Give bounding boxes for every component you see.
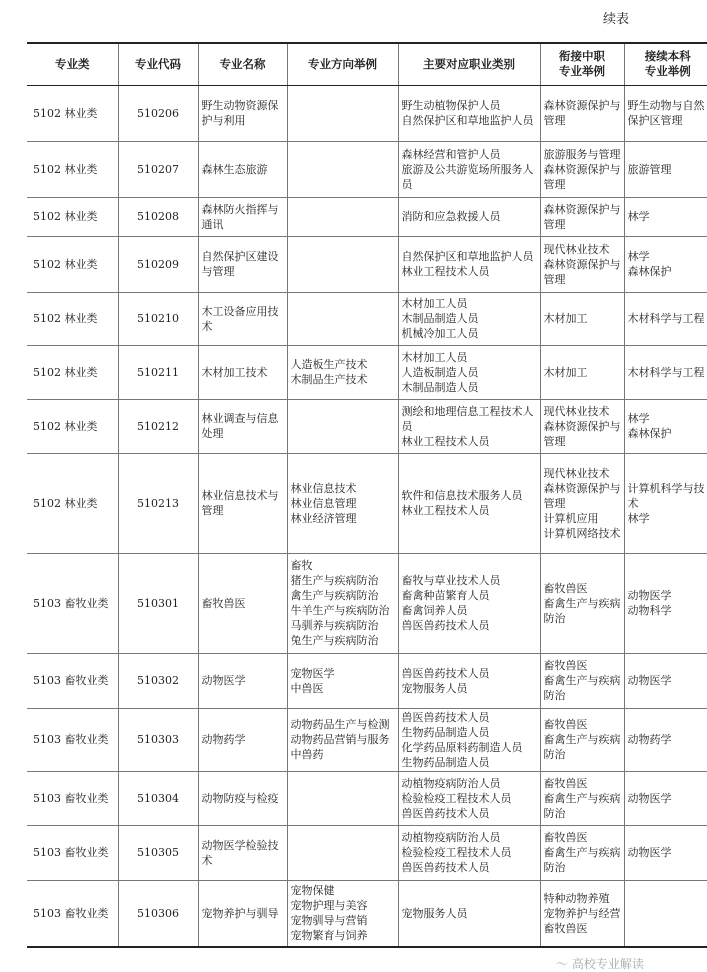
category-cell: 5102 林业类 <box>27 236 118 292</box>
jobs-item: 测绘和地理信息工程技术人员 <box>402 404 537 434</box>
header-name: 专业名称 <box>198 43 287 85</box>
secondary-item: 森林资源保护与管理 <box>544 162 621 192</box>
undergrad-cell <box>624 399 707 453</box>
direction-item: 禽生产与疾病防治 <box>291 588 395 603</box>
program-name-cell: 木材加工技术 <box>198 345 287 399</box>
direction-cell <box>287 708 398 771</box>
direction-item: 兔生产与疾病防治 <box>291 633 395 648</box>
header-line: 专业举例 <box>627 64 707 79</box>
category-cell: 5102 林业类 <box>27 453 118 553</box>
program-name-cell: 宠物养护与驯导 <box>198 880 287 947</box>
undergrad-item: 林学 <box>628 411 707 426</box>
program-name-cell: 自然保护区建设与管理 <box>198 236 287 292</box>
table-row <box>27 345 707 399</box>
undergrad-item: 林学 <box>628 209 707 224</box>
secondary-item: 森林资源保护与管理 <box>544 202 621 232</box>
secondary-item: 森林资源保护与管理 <box>544 98 621 128</box>
program-name-cell: 动物医学检验技术 <box>198 825 287 880</box>
continued-label: 续表 <box>603 8 629 27</box>
secondary-item: 畜禽生产与疾病防治 <box>544 791 621 821</box>
header-line: 衔接中职 <box>543 49 622 64</box>
secondary-item: 特种动物养殖 <box>544 891 621 906</box>
jobs-item: 兽医兽药技术人员 <box>402 666 537 681</box>
code-cell: 510210 <box>118 292 198 345</box>
jobs-item: 旅游及公共游览场所服务人员 <box>402 162 537 192</box>
jobs-item: 机械冷加工人员 <box>402 326 537 341</box>
direction-item: 林业信息技术 <box>291 481 395 496</box>
secondary-cell <box>540 141 624 197</box>
direction-cell <box>287 141 398 197</box>
direction-cell <box>287 85 398 141</box>
jobs-item: 化学药品原料药制造人员 <box>402 740 537 755</box>
jobs-item: 木制品制造人员 <box>402 311 537 326</box>
category-cell: 5102 林业类 <box>27 292 118 345</box>
jobs-item: 林业工程技术人员 <box>402 503 537 518</box>
code-cell: 510302 <box>118 653 198 708</box>
undergrad-item: 动物药学 <box>628 732 707 747</box>
jobs-item: 林业工程技术人员 <box>402 434 537 449</box>
undergrad-cell <box>624 197 707 236</box>
jobs-item: 检验检疫工程技术人员 <box>402 845 537 860</box>
secondary-item: 畜禽生产与疾病防治 <box>544 673 621 703</box>
direction-item: 宠物繁育与饲养 <box>291 928 395 943</box>
undergrad-item: 动物医学 <box>628 588 707 603</box>
direction-item: 宠物保健 <box>291 883 395 898</box>
category-cell: 5102 林业类 <box>27 141 118 197</box>
undergrad-cell <box>624 141 707 197</box>
table-row <box>27 825 707 880</box>
direction-item: 动物药品营销与服务 <box>291 732 395 747</box>
secondary-cell <box>540 453 624 553</box>
jobs-item: 自然保护区和草地监护人员 <box>402 113 537 128</box>
jobs-item: 消防和应急救援人员 <box>402 209 537 224</box>
undergrad-item: 动物医学 <box>628 673 707 688</box>
code-cell: 510304 <box>118 771 198 825</box>
jobs-cell <box>398 553 540 653</box>
undergrad-cell <box>624 453 707 553</box>
undergrad-cell <box>624 85 707 141</box>
code-cell: 510211 <box>118 345 198 399</box>
table-row <box>27 771 707 825</box>
header-undergrad <box>624 43 707 85</box>
jobs-cell <box>398 453 540 553</box>
table-row <box>27 553 707 653</box>
table-row <box>27 708 707 771</box>
header-line: 接续本科 <box>627 49 707 64</box>
jobs-item: 兽医兽药技术人员 <box>402 618 537 633</box>
direction-cell <box>287 880 398 947</box>
jobs-item: 木制品制造人员 <box>402 380 537 395</box>
direction-item: 中兽医 <box>291 681 395 696</box>
secondary-cell <box>540 399 624 453</box>
table-row <box>27 453 707 553</box>
secondary-item: 森林资源保护与管理 <box>544 481 621 511</box>
code-cell: 510306 <box>118 880 198 947</box>
direction-cell <box>287 825 398 880</box>
jobs-item: 兽医兽药技术人员 <box>402 860 537 875</box>
code-cell: 510207 <box>118 141 198 197</box>
header-category: 专业类 <box>27 43 118 85</box>
jobs-item: 自然保护区和草地监护人员 <box>402 249 537 264</box>
category-cell: 5102 林业类 <box>27 197 118 236</box>
undergrad-cell <box>624 825 707 880</box>
jobs-cell <box>398 771 540 825</box>
secondary-item: 森林资源保护与管理 <box>544 257 621 287</box>
program-name-cell: 动物药学 <box>198 708 287 771</box>
secondary-item: 畜禽生产与疾病防治 <box>544 596 621 626</box>
direction-item: 畜牧 <box>291 558 395 573</box>
jobs-item: 畜牧与草业技术人员 <box>402 573 537 588</box>
jobs-cell <box>398 197 540 236</box>
jobs-item: 畜禽种苗繁育人员 <box>402 588 537 603</box>
jobs-cell <box>398 292 540 345</box>
undergrad-cell <box>624 880 707 947</box>
undergrad-cell <box>624 771 707 825</box>
jobs-cell <box>398 141 540 197</box>
direction-item: 猪生产与疾病防治 <box>291 573 395 588</box>
code-cell: 510305 <box>118 825 198 880</box>
jobs-item: 畜禽饲养人员 <box>402 603 537 618</box>
direction-cell <box>287 292 398 345</box>
jobs-cell <box>398 880 540 947</box>
jobs-item: 森林经营和管护人员 <box>402 147 537 162</box>
category-cell: 5103 畜牧业类 <box>27 825 118 880</box>
direction-item: 宠物医学 <box>291 666 395 681</box>
jobs-cell <box>398 236 540 292</box>
secondary-item: 畜牧兽医 <box>544 921 621 936</box>
undergrad-cell <box>624 345 707 399</box>
secondary-item: 畜牧兽医 <box>544 830 621 845</box>
program-name-cell: 森林防火指挥与通讯 <box>198 197 287 236</box>
undergrad-item: 木材科学与工程 <box>628 311 707 326</box>
jobs-item: 人造板制造人员 <box>402 365 537 380</box>
direction-cell <box>287 453 398 553</box>
secondary-item: 畜牧兽医 <box>544 581 621 596</box>
jobs-cell <box>398 825 540 880</box>
table-row <box>27 880 707 947</box>
direction-item: 木制品生产技术 <box>291 372 395 387</box>
program-table <box>27 42 707 948</box>
table-row <box>27 653 707 708</box>
watermark: 〜 高校专业解读 <box>556 955 644 972</box>
direction-cell <box>287 345 398 399</box>
code-cell: 510212 <box>118 399 198 453</box>
category-cell: 5102 林业类 <box>27 85 118 141</box>
jobs-item: 兽医兽药技术人员 <box>402 806 537 821</box>
direction-item: 林业信息管理 <box>291 496 395 511</box>
secondary-item: 森林资源保护与管理 <box>544 419 621 449</box>
table-row <box>27 85 707 141</box>
code-cell: 510301 <box>118 553 198 653</box>
jobs-cell <box>398 345 540 399</box>
secondary-item: 计算机网络技术 <box>544 526 621 541</box>
undergrad-item: 计算机科学与技术 <box>628 481 707 511</box>
program-name-cell: 野生动物资源保护与利用 <box>198 85 287 141</box>
category-cell: 5103 畜牧业类 <box>27 708 118 771</box>
direction-item: 马驯养与疾病防治 <box>291 618 395 633</box>
direction-cell <box>287 553 398 653</box>
jobs-cell <box>398 399 540 453</box>
program-name-cell: 畜牧兽医 <box>198 553 287 653</box>
header-row <box>27 43 707 85</box>
code-cell: 510206 <box>118 85 198 141</box>
secondary-cell <box>540 825 624 880</box>
direction-item: 牛羊生产与疾病防治 <box>291 603 395 618</box>
direction-item: 宠物驯导与营销 <box>291 913 395 928</box>
jobs-cell <box>398 85 540 141</box>
jobs-item: 软件和信息技术服务人员 <box>402 488 537 503</box>
undergrad-item: 动物医学 <box>628 845 707 860</box>
jobs-item: 林业工程技术人员 <box>402 264 537 279</box>
direction-item: 林业经济管理 <box>291 511 395 526</box>
undergrad-cell <box>624 553 707 653</box>
secondary-cell <box>540 653 624 708</box>
undergrad-cell <box>624 653 707 708</box>
jobs-item: 生物药品制造人员 <box>402 755 537 770</box>
undergrad-item: 旅游管理 <box>628 162 707 177</box>
program-name-cell: 动物医学 <box>198 653 287 708</box>
program-name-cell: 木工设备应用技术 <box>198 292 287 345</box>
direction-cell <box>287 197 398 236</box>
undergrad-cell <box>624 292 707 345</box>
category-cell: 5103 畜牧业类 <box>27 653 118 708</box>
direction-cell <box>287 771 398 825</box>
secondary-item: 宠物养护与经营 <box>544 906 621 921</box>
header-code: 专业代码 <box>118 43 198 85</box>
undergrad-cell <box>624 236 707 292</box>
undergrad-item: 动物科学 <box>628 603 707 618</box>
direction-item: 宠物护理与美容 <box>291 898 395 913</box>
jobs-item: 宠物服务人员 <box>402 906 537 921</box>
category-cell: 5102 林业类 <box>27 345 118 399</box>
undergrad-item: 林学 <box>628 249 707 264</box>
jobs-item: 宠物服务人员 <box>402 681 537 696</box>
secondary-item: 旅游服务与管理 <box>544 147 621 162</box>
undergrad-item: 森林保护 <box>628 426 707 441</box>
direction-item: 人造板生产技术 <box>291 357 395 372</box>
secondary-cell <box>540 771 624 825</box>
header-jobs-label: 主要对应职业类别 <box>423 57 515 71</box>
jobs-cell <box>398 708 540 771</box>
code-cell: 510209 <box>118 236 198 292</box>
jobs-item: 动植物疫病防治人员 <box>402 830 537 845</box>
program-name-cell: 林业调查与信息处理 <box>198 399 287 453</box>
category-cell: 5103 畜牧业类 <box>27 553 118 653</box>
secondary-item: 畜牧兽医 <box>544 717 621 732</box>
undergrad-item: 木材科学与工程 <box>628 365 707 380</box>
table-row <box>27 236 707 292</box>
secondary-item: 现代林业技术 <box>544 466 621 481</box>
secondary-item: 畜牧兽医 <box>544 776 621 791</box>
undergrad-item: 森林保护 <box>628 264 707 279</box>
jobs-item: 动植物疫病防治人员 <box>402 776 537 791</box>
code-cell: 510213 <box>118 453 198 553</box>
table-row <box>27 399 707 453</box>
secondary-item: 现代林业技术 <box>544 404 621 419</box>
jobs-item: 兽医兽药技术人员 <box>402 710 537 725</box>
secondary-cell <box>540 236 624 292</box>
direction-item: 中兽药 <box>291 747 395 762</box>
direction-cell <box>287 653 398 708</box>
category-cell: 5103 畜牧业类 <box>27 880 118 947</box>
secondary-cell <box>540 292 624 345</box>
direction-cell <box>287 236 398 292</box>
jobs-cell <box>398 653 540 708</box>
secondary-item: 畜禽生产与疾病防治 <box>544 732 621 762</box>
header-secondary <box>540 43 624 85</box>
program-name-cell: 森林生态旅游 <box>198 141 287 197</box>
header-jobs <box>398 43 540 85</box>
secondary-item: 计算机应用 <box>544 511 621 526</box>
undergrad-item: 动物医学 <box>628 791 707 806</box>
jobs-item: 野生动植物保护人员 <box>402 98 537 113</box>
code-cell: 510303 <box>118 708 198 771</box>
header-direction: 专业方向举例 <box>287 43 398 85</box>
code-cell: 510208 <box>118 197 198 236</box>
header-line: 专业举例 <box>543 64 622 79</box>
secondary-cell <box>540 85 624 141</box>
table-row <box>27 197 707 236</box>
undergrad-item: 野生动物与自然保护区管理 <box>628 98 707 128</box>
undergrad-cell <box>624 708 707 771</box>
direction-item: 动物药品生产与检测 <box>291 717 395 732</box>
secondary-item: 木材加工 <box>544 365 621 380</box>
jobs-item: 检验检疫工程技术人员 <box>402 791 537 806</box>
direction-cell <box>287 399 398 453</box>
secondary-cell <box>540 197 624 236</box>
table-row <box>27 141 707 197</box>
secondary-item: 畜禽生产与疾病防治 <box>544 845 621 875</box>
secondary-cell <box>540 880 624 947</box>
category-cell: 5102 林业类 <box>27 399 118 453</box>
undergrad-item: 林学 <box>628 511 707 526</box>
jobs-item: 木材加工人员 <box>402 350 537 365</box>
table-row <box>27 292 707 345</box>
program-name-cell: 林业信息技术与管理 <box>198 453 287 553</box>
secondary-item: 木材加工 <box>544 311 621 326</box>
secondary-cell <box>540 553 624 653</box>
category-cell: 5103 畜牧业类 <box>27 771 118 825</box>
secondary-cell <box>540 708 624 771</box>
secondary-item: 现代林业技术 <box>544 242 621 257</box>
secondary-cell <box>540 345 624 399</box>
jobs-item: 木材加工人员 <box>402 296 537 311</box>
program-name-cell: 动物防疫与检疫 <box>198 771 287 825</box>
jobs-item: 生物药品制造人员 <box>402 725 537 740</box>
secondary-item: 畜牧兽医 <box>544 658 621 673</box>
